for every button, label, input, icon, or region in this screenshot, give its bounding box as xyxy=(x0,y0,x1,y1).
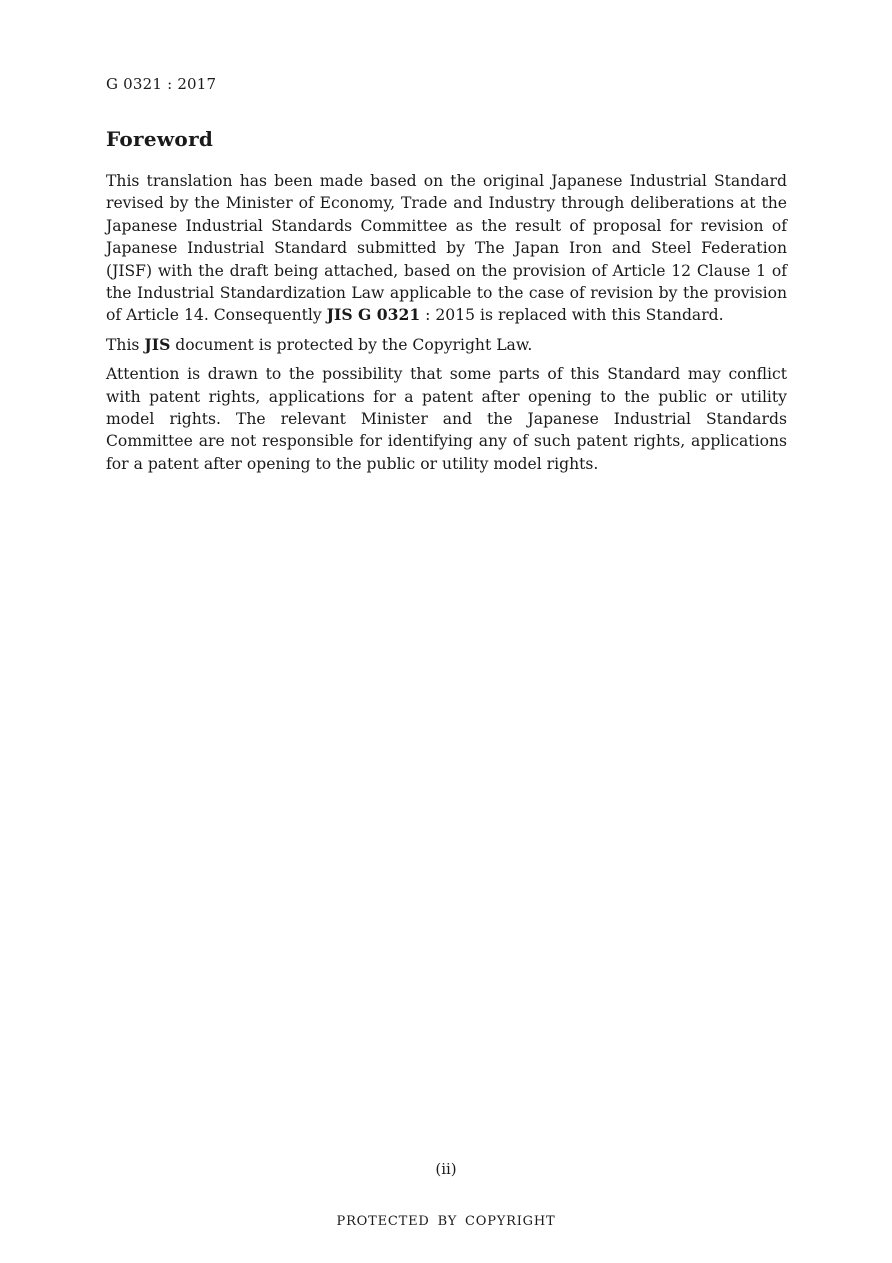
paragraph-1-end: : 2015 is replaced with this Standard. xyxy=(420,306,724,325)
paragraph-2-end: document is protected by the Copyright Law. xyxy=(170,335,533,354)
standard-reference: JIS G 0321 xyxy=(326,305,421,325)
paragraph-2-start: This xyxy=(106,335,145,354)
foreword-paragraph-1 xyxy=(106,170,787,327)
foreword-paragraph-2 xyxy=(106,334,787,356)
foreword-heading: Foreword xyxy=(106,127,214,151)
jis-label: JIS xyxy=(144,334,171,354)
standard-number: G 0321 : 2017 xyxy=(106,75,217,93)
foreword-paragraph-3: Attention is drawn to the possibility that some parts of this Standard may conflict with patent rights, applications for a patent after opening to the public or utility model rights. The relevant Minister and the Japanese Industrial Standards Committee are not responsible for identifying any of such patent rights, applications for a patent after opening to the public or utility model rights. xyxy=(106,365,787,473)
page-number: (ii) xyxy=(435,1160,457,1178)
foreword-body xyxy=(106,170,787,482)
paragraph-1-text: This translation has been made based on the original Japanese Industrial Standard revised by the Minister of Economy, Trade and Industry through deliberations at the Japanese Industrial Standards Committee as the result of proposal for revision of Japanese Industrial Standard submitted by The Japan Iron and Steel Federation (JISF) with the draft being attached, based on the provision of Article 12 Clause 1 of the Industrial Standardization Law applicable to the case of revision by the provision of Article 14. Consequently xyxy=(106,172,787,325)
copyright-notice: PROTECTED BY COPYRIGHT xyxy=(336,1214,556,1229)
